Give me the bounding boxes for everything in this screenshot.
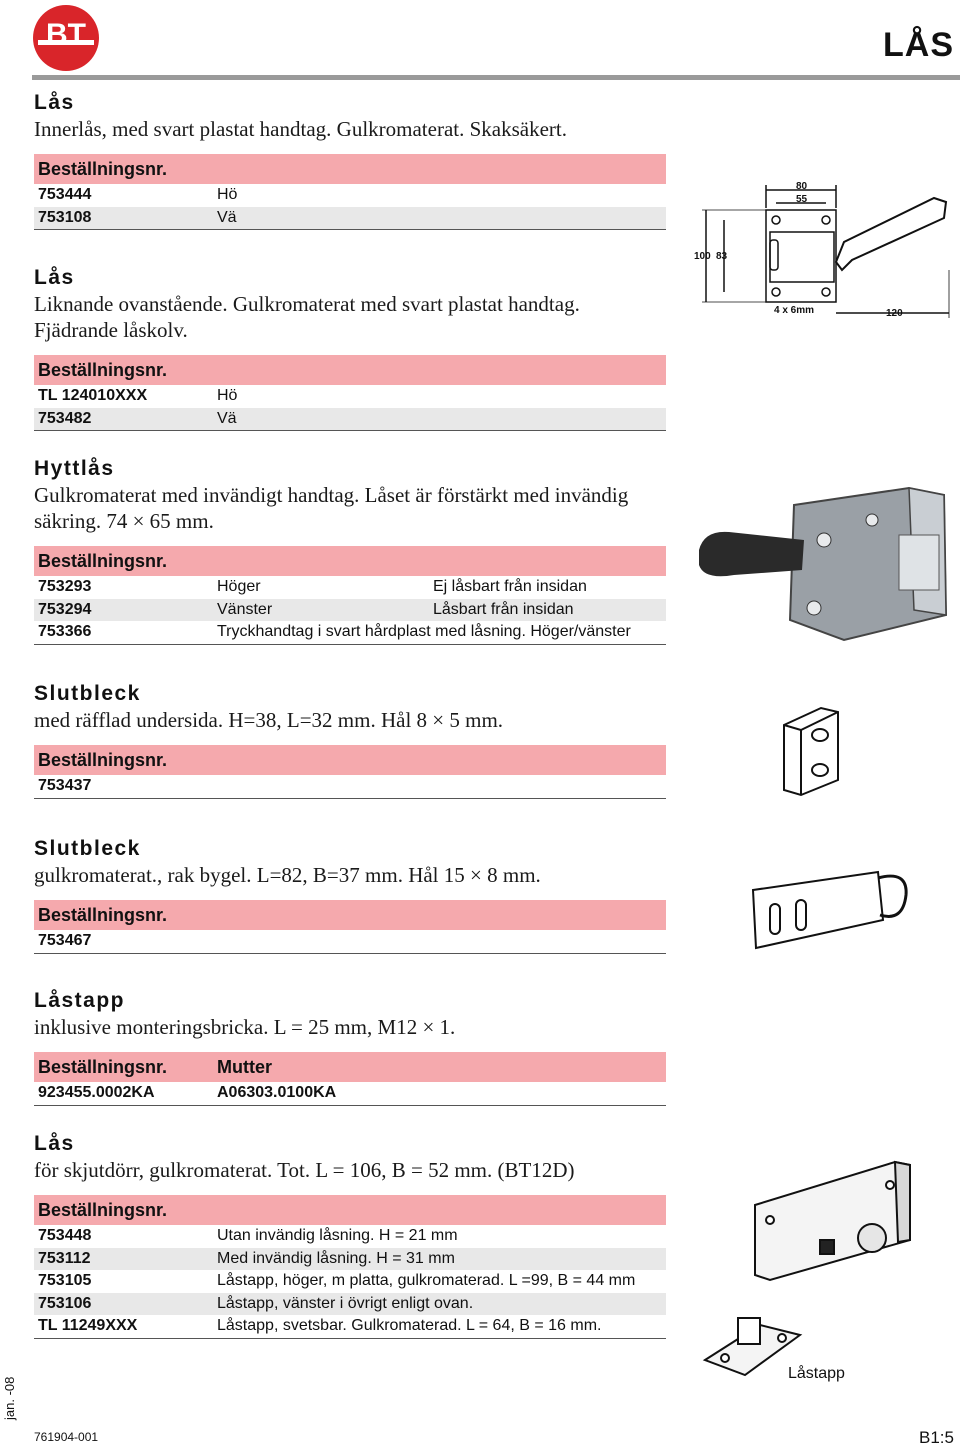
section-description: Innerlås, med svart plastat handtag. Gulkromaterat. Skaksäkert. xyxy=(34,117,567,141)
row-description: Vä xyxy=(217,208,237,226)
row-description: A06303.0100KA xyxy=(217,1084,337,1101)
order-table xyxy=(34,154,666,230)
table-row xyxy=(34,1270,666,1293)
section-description: Liknande ovanstående. Gulkromaterat med svart plastat handtag. xyxy=(34,292,580,316)
footer-date: jan. -08 xyxy=(2,1376,17,1420)
section-description: med räfflad undersida. H=38, L=32 mm. Hål 8 × 5 mm. xyxy=(34,708,504,732)
order-number: 753105 xyxy=(38,1272,92,1289)
sliding-door-lock-image xyxy=(700,1150,960,1390)
header-order-number: Beställningsnr. xyxy=(38,159,168,179)
order-table xyxy=(34,355,666,431)
table-row xyxy=(34,385,666,408)
lastapp-caption: Låstapp xyxy=(788,1365,845,1382)
order-table xyxy=(34,546,666,645)
table-row xyxy=(34,1225,666,1248)
dim-holes: 4 x 6mm xyxy=(774,305,815,316)
order-table-header xyxy=(34,745,666,775)
order-number: 753294 xyxy=(38,600,92,618)
dim-83: 83 xyxy=(716,251,728,262)
logo-text: BT xyxy=(46,18,86,51)
order-table-header xyxy=(34,1052,666,1082)
table-row xyxy=(34,1315,666,1338)
order-table-header xyxy=(34,1195,666,1225)
strike-plate-straight-image xyxy=(748,860,918,952)
order-table-header xyxy=(34,355,666,385)
row-description: Låstapp, vänster i övrigt enligt ovan. xyxy=(217,1294,474,1312)
product-section xyxy=(34,988,666,1106)
order-number: 753482 xyxy=(38,409,92,427)
header-order-number: Beställningsnr. xyxy=(38,1057,168,1077)
order-number: 753112 xyxy=(38,1249,91,1267)
bt-logo xyxy=(32,4,100,72)
row-description: Tryckhandtag i svart hårdplast med låsning. Höger/vänster xyxy=(217,623,631,640)
table-row xyxy=(34,930,666,953)
order-table-header xyxy=(34,154,666,184)
dim-100: 100 xyxy=(694,251,711,262)
product-section xyxy=(34,90,666,230)
order-table-header xyxy=(34,546,666,576)
dim-55: 55 xyxy=(796,194,808,205)
table-row xyxy=(34,408,666,431)
row-description: Låstapp, höger, m platta, gulkromaterad. L =99, B = 44 mm xyxy=(217,1272,636,1289)
header-order-number: Beställningsnr. xyxy=(38,360,168,380)
section-title: Lås xyxy=(34,91,75,114)
row-description: Låstapp, svetsbar. Gulkromaterad. L = 64, B = 16 mm. xyxy=(217,1317,602,1334)
table-row xyxy=(34,621,666,644)
row-description: Utan invändig låsning. H = 21 mm xyxy=(217,1227,458,1244)
order-table-header xyxy=(34,900,666,930)
section-title: Slutbleck xyxy=(34,837,141,860)
section-description: inklusive monteringsbricka. L = 25 mm, M12 × 1. xyxy=(34,1015,456,1039)
table-row xyxy=(34,599,666,622)
product-section xyxy=(34,836,666,954)
table-row xyxy=(34,1293,666,1316)
table-row xyxy=(34,207,666,230)
header-order-number: Beställningsnr. xyxy=(38,905,168,925)
section-title: Slutbleck xyxy=(34,682,141,705)
table-row xyxy=(34,184,666,207)
order-table xyxy=(34,1195,666,1339)
lock-technical-drawing xyxy=(694,180,956,325)
order-number: 753293 xyxy=(38,578,92,595)
section-description: Gulkromaterat med invändigt handtag. Låset är förstärkt med invändig xyxy=(34,483,629,507)
order-number: 753106 xyxy=(38,1294,92,1312)
order-number: TL 11249XXX xyxy=(38,1317,138,1334)
table-row xyxy=(34,1248,666,1271)
product-section xyxy=(34,456,666,645)
order-number: 753437 xyxy=(38,777,92,794)
footer-code: 761904-001 xyxy=(34,1430,99,1444)
product-section xyxy=(34,681,666,799)
section-title: Hyttlås xyxy=(34,457,115,480)
header-order-number: Beställningsnr. xyxy=(38,750,168,770)
strike-plate-ridged-image xyxy=(776,700,846,805)
row-description: Vänster xyxy=(217,600,273,618)
row-description: Med invändig låsning. H = 31 mm xyxy=(217,1249,455,1267)
row-description: Höger xyxy=(217,578,261,595)
page-number: B1:5 xyxy=(919,1428,954,1447)
cabin-lock-image xyxy=(694,480,960,645)
dim-120: 120 xyxy=(886,308,903,319)
row-description: Hö xyxy=(217,186,238,203)
section-description: säkring. 74 × 65 mm. xyxy=(34,509,214,533)
order-table xyxy=(34,745,666,799)
header-order-number: Beställningsnr. xyxy=(38,551,168,571)
section-title: Lås xyxy=(34,1132,75,1155)
product-section xyxy=(34,265,666,431)
header-order-number: Beställningsnr. xyxy=(38,1200,168,1220)
order-number: 753108 xyxy=(38,208,92,226)
section-title: Låstapp xyxy=(34,989,126,1012)
order-number: 753366 xyxy=(38,623,92,640)
row-note: Ej låsbart från insidan xyxy=(433,578,587,595)
dim-80: 80 xyxy=(796,181,808,192)
section-description: Fjädrande låskolv. xyxy=(34,318,188,342)
table-row xyxy=(34,1082,666,1105)
order-table xyxy=(34,900,666,954)
row-description: Vä xyxy=(217,409,237,427)
table-row xyxy=(34,775,666,798)
order-number: TL 124010XXX xyxy=(38,387,148,404)
order-number: 753448 xyxy=(38,1227,92,1244)
section-description: för skjutdörr, gulkromaterat. Tot. L = 106, B = 52 mm. (BT12D) xyxy=(34,1158,575,1182)
page-title: LÅS xyxy=(883,26,954,64)
header-rule xyxy=(32,75,960,80)
order-number: 753444 xyxy=(38,186,92,203)
section-title: Lås xyxy=(34,266,75,289)
header-nut: Mutter xyxy=(217,1057,272,1077)
product-section xyxy=(34,1131,666,1339)
order-number: 753467 xyxy=(38,932,92,949)
table-row xyxy=(34,576,666,599)
order-number: 923455.0002KA xyxy=(38,1084,155,1101)
row-description: Hö xyxy=(217,387,238,404)
order-table xyxy=(34,1052,666,1106)
row-note: Låsbart från insidan xyxy=(433,600,574,618)
section-description: gulkromaterat., rak bygel. L=82, B=37 mm. Hål 15 × 8 mm. xyxy=(34,863,541,887)
